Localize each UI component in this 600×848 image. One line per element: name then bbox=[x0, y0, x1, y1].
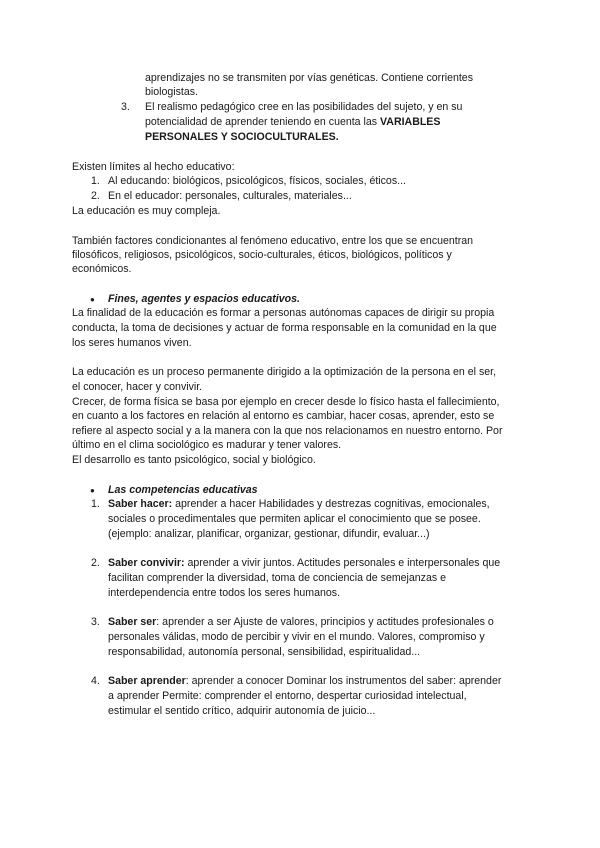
competency-text: : aprender a conocer Dominar los instrumentos del saber: aprender bbox=[185, 675, 502, 687]
paragraph-line: filosóficos, religiosos, psicológicos, socio-culturales, éticos, biológicos, políticos y bbox=[72, 249, 452, 261]
paragraph-line: en cuanto a los factores en relación al entorno es cambiar, hacer cosas, aprender, esto se bbox=[72, 410, 495, 422]
list-number: 2. bbox=[91, 557, 100, 569]
competency-line bbox=[108, 498, 490, 511]
paragraph-line: conducta, la toma de decisiones y actuar de forma responsable en la comunidad en la que bbox=[72, 322, 497, 334]
competency-line: interdependencia entre todos los seres humanos. bbox=[108, 587, 341, 599]
competency-term: Saber aprender bbox=[108, 675, 186, 687]
intro-emphasis: PERSONALES Y SOCIOCULTURALES. bbox=[145, 131, 339, 143]
competency-line: a aprender Permite: comprender el entorno, despertar curiosidad intelectual, bbox=[108, 690, 467, 702]
competency-line: estimular el sentido crítico, adquirir autonomía de juicio... bbox=[108, 705, 376, 717]
section-heading: Fines, agentes y espacios educativos. bbox=[108, 293, 300, 305]
paragraph-line: La educación es muy compleja. bbox=[72, 205, 221, 217]
list-number: 3. bbox=[91, 616, 100, 628]
competency-term: Saber hacer: bbox=[108, 498, 173, 510]
paragraph-line: último en el clima sociológico es madurar y tener valores. bbox=[72, 439, 342, 451]
list-number: 4. bbox=[91, 675, 100, 687]
paragraph-line: La educación es un proceso permanente dirigido a la optimización de la persona en el ser, bbox=[72, 366, 497, 378]
list-item: En el educador: personales, culturales, materiales... bbox=[108, 190, 352, 202]
intro-line bbox=[145, 116, 440, 129]
competency-text: aprender a hacer Habilidades y destrezas cognitivas, emocionales, bbox=[172, 498, 490, 510]
list-number: 1. bbox=[91, 498, 100, 510]
paragraph-line: económicos. bbox=[72, 263, 132, 275]
competency-line bbox=[108, 557, 500, 570]
intro-line: aprendizajes no se transmiten por vías genéticas. Contiene corrientes bbox=[145, 72, 473, 84]
list-number: 3. bbox=[121, 101, 130, 113]
competency-term: Saber convivir: bbox=[108, 557, 185, 569]
bullet-icon: ● bbox=[90, 486, 95, 495]
paragraph-line: refiere al aspecto social y a la manera con la que nos relacionamos en nuestro entorno. Por bbox=[72, 425, 503, 437]
competency-line bbox=[108, 675, 501, 688]
intro-line: biologistas. bbox=[145, 86, 198, 98]
paragraph-line: También factores condicionantes al fenómeno educativo, entre los que se encuentran bbox=[72, 235, 474, 247]
list-item: Al educando: biológicos, psicológicos, físicos, sociales, éticos... bbox=[108, 175, 406, 187]
list-number: 2. bbox=[91, 190, 100, 202]
intro-line: El realismo pedagógico cree en las posibilidades del sujeto, y en su bbox=[145, 101, 463, 113]
paragraph-line: los seres humanos viven. bbox=[72, 337, 192, 349]
paragraph-line: El desarrollo es tanto psicológico, social y biológico. bbox=[72, 454, 316, 466]
competency-line: facilitan comprender la diversidad, toma de conciencia de semejanzas e bbox=[108, 572, 447, 584]
paragraph-line: Crecer, de forma física se basa por ejemplo en crecer desde lo físico hasta el fallecimiento, bbox=[72, 396, 500, 408]
intro-text: potencialidad de aprender teniendo en cuenta las bbox=[145, 116, 381, 128]
competency-text: aprender a vivir juntos. Actitudes personales e interpersonales que bbox=[184, 557, 501, 569]
competency-line: personales válidas, modo de percibir y vivir en el mundo. Valores, compromiso y bbox=[108, 631, 485, 643]
competency-line: (ejemplo: analizar, planificar, organizar, gestionar, difundir, evaluar...) bbox=[108, 528, 430, 540]
section-heading: Las competencias educativas bbox=[108, 484, 258, 496]
competency-term: Saber ser bbox=[108, 616, 157, 628]
paragraph-line: Existen límites al hecho educativo: bbox=[72, 161, 235, 173]
competency-line: sociales o procedimentales que permiten aplicar el conocimiento que se posee. bbox=[108, 513, 481, 525]
paragraph-line: La finalidad de la educación es formar a personas autónomas capaces de dirigir su propia bbox=[72, 307, 495, 319]
bullet-icon: ● bbox=[90, 295, 95, 304]
list-number: 1. bbox=[91, 175, 100, 187]
competency-text: : aprender a ser Ajuste de valores, principios y actitudes profesionales o bbox=[156, 616, 494, 628]
competency-line: responsabilidad, autonomía personal, sensibilidad, espiritualidad... bbox=[108, 646, 421, 658]
competency-line bbox=[108, 616, 494, 629]
paragraph-line: el conocer, hacer y convivir. bbox=[72, 381, 203, 393]
intro-emphasis: VARIABLES bbox=[380, 116, 441, 128]
